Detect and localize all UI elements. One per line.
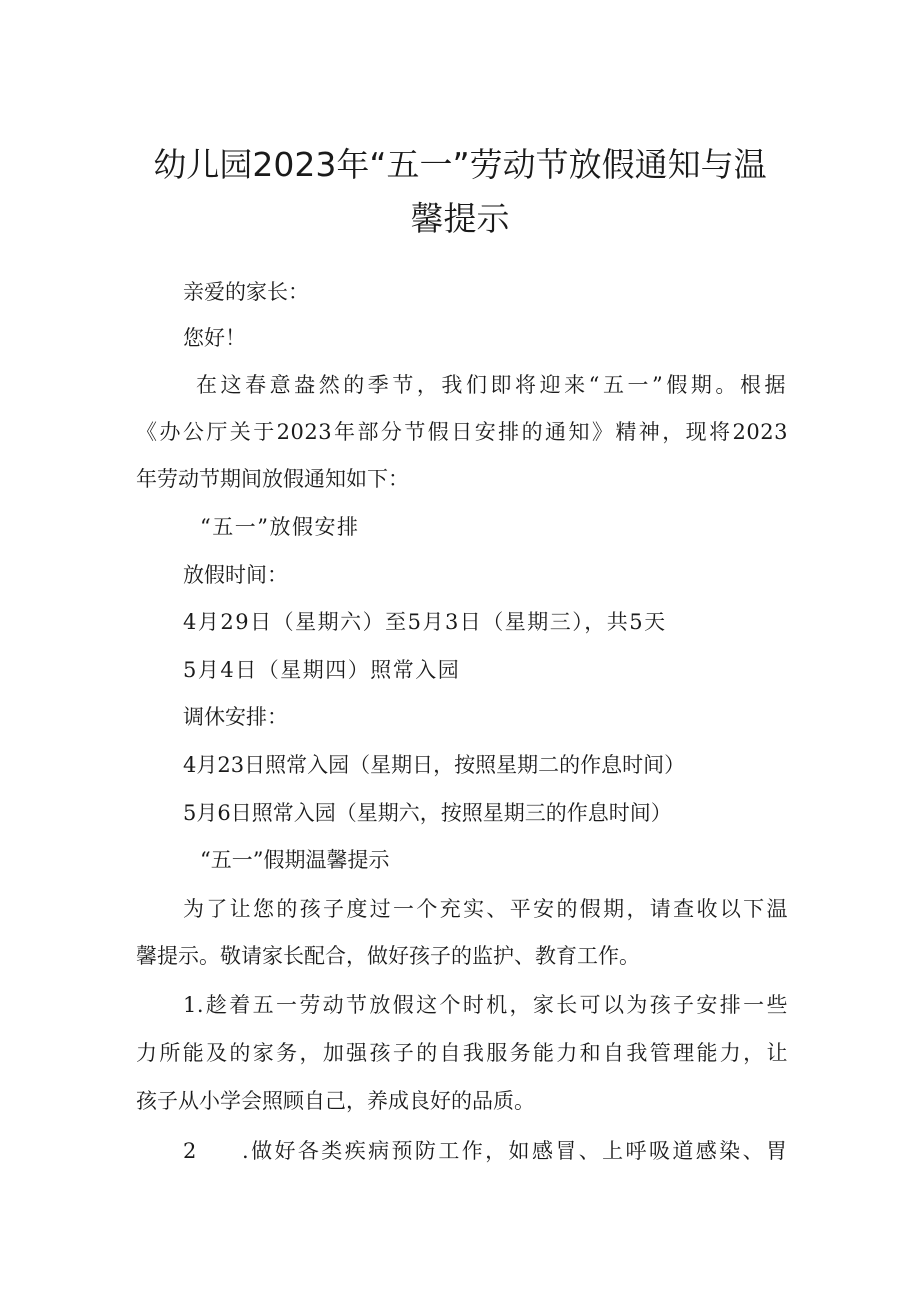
return-day: 5月4日（星期四）照常入园 [183, 658, 461, 682]
reminder-intro-line-1: 为了让您的孩子度过一个充实、平安的假期，请查收以下温 [183, 897, 788, 921]
item-2-line-1: .做好各类疾病预防工作，如感冒、上呼吸道感染、胃 [242, 1139, 787, 1163]
adjust-day-1: 4月23日照常入园（星期日，按照星期二的作息时间） [183, 753, 686, 777]
intro-line-2: 《办公厅关于2023年部分节假日安排的通知》精神，现将2023 [136, 420, 788, 444]
greeting: 亲爱的家长： [183, 280, 309, 304]
hello: 您好！ [183, 326, 246, 350]
section-heading-holiday: “五一”放假安排 [200, 515, 360, 539]
section-heading-reminders: “五一”假期温馨提示 [200, 848, 390, 872]
item-1-line-2: 力所能及的家务，加强孩子的自我服务能力和自我管理能力，让 [136, 1041, 788, 1065]
intro-line-3: 年劳动节期间放假通知如下： [136, 467, 409, 491]
document-title [120, 138, 800, 246]
reminder-intro-line-2: 馨提示。敬请家长配合，做好孩子的监护、教育工作。 [136, 944, 640, 968]
holiday-period: 4月29日（星期六）至5月3日（星期三），共5天 [183, 610, 667, 634]
title-line-2: 馨提示 [410, 199, 510, 238]
item-1-line-3: 孩子从小学会照顾自己，养成良好的品质。 [136, 1089, 535, 1113]
adjust-day-2: 5月6日照常入园（星期六，按照星期三的作息时间） [183, 801, 672, 825]
intro-line-1: 在这春意盎然的季节，我们即将迎来“五一”假期。根据 [196, 373, 786, 397]
adjust-label: 调休安排： [183, 705, 288, 729]
item-2-number: 2 [183, 1139, 197, 1163]
item-1-line-1: 1.趁着五一劳动节放假这个时机，家长可以为孩子安排一些 [183, 993, 788, 1017]
title-line-1: 幼儿园2023年“五一”劳动节放假通知与温 [153, 145, 767, 184]
holiday-label: 放假时间： [183, 563, 288, 587]
